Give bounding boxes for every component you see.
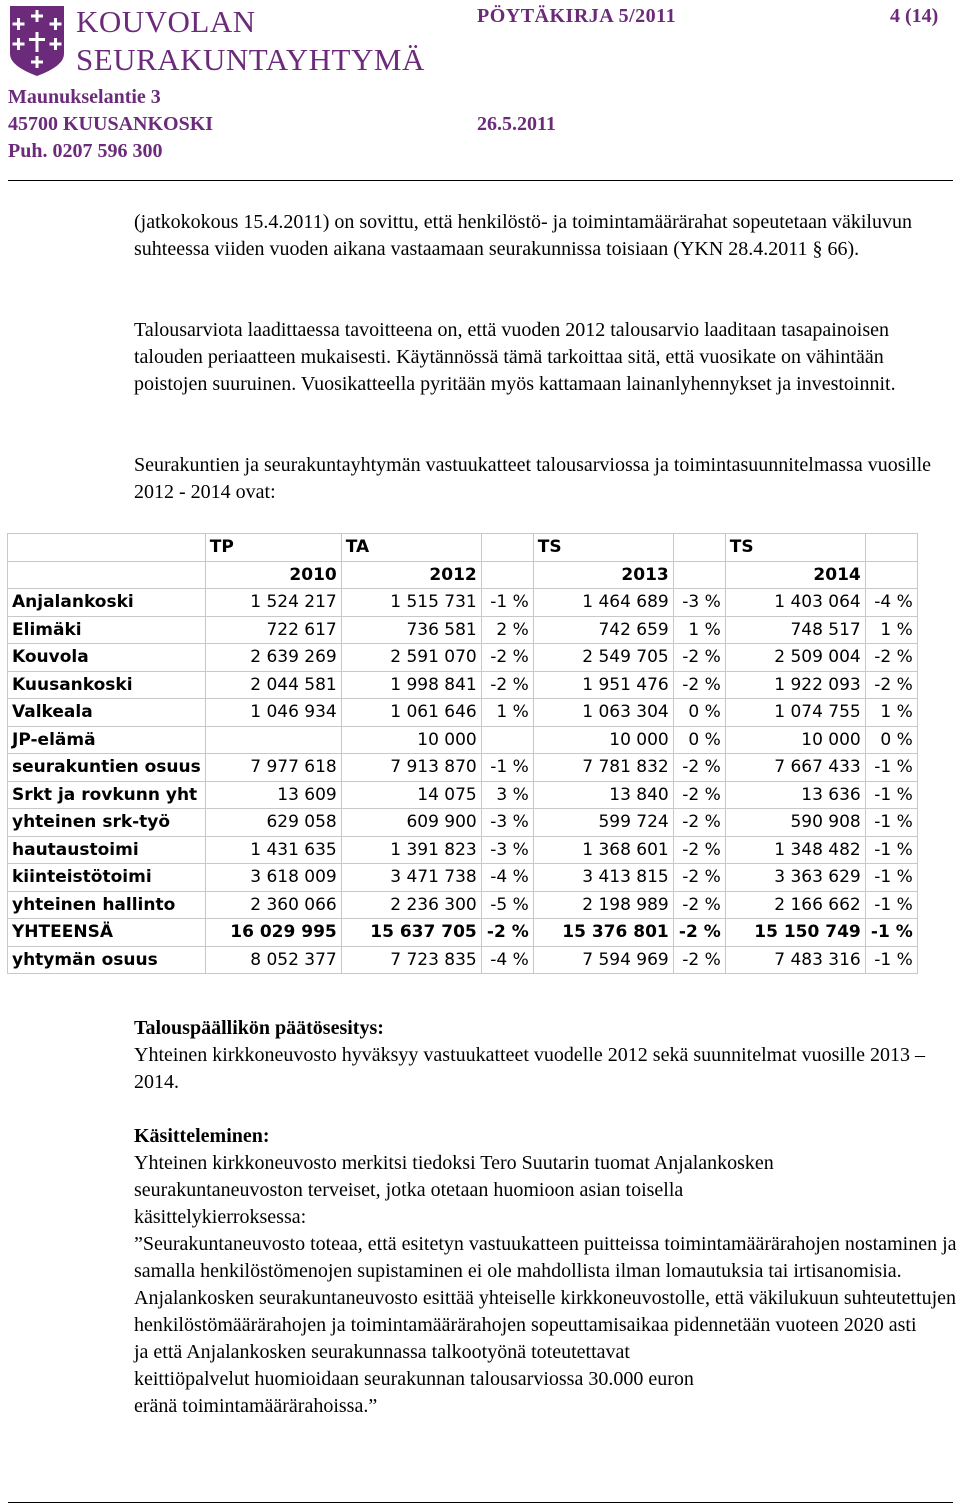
- table-cell: 16 029 995: [205, 919, 341, 947]
- table-cell: 1 431 635: [205, 836, 341, 864]
- table-cell: 1 368 601: [533, 836, 673, 864]
- table-header-cell: 2010: [205, 561, 341, 589]
- table-cell: -3 %: [673, 589, 725, 617]
- row-label: yhtymän osuus: [8, 946, 206, 974]
- table-header-cell: TS: [725, 534, 865, 562]
- table-cell: 7 667 433: [725, 754, 865, 782]
- table-cell: -2 %: [673, 754, 725, 782]
- table-cell: -2 %: [673, 946, 725, 974]
- table-header-cell: 2014: [725, 561, 865, 589]
- header-divider: [8, 180, 953, 181]
- table-cell: 7 913 870: [341, 754, 481, 782]
- table-cell: 2 198 989: [533, 891, 673, 919]
- row-label: Anjalankoski: [8, 589, 206, 617]
- table-cell: 1 922 093: [725, 671, 865, 699]
- table-cell: 1 061 646: [341, 699, 481, 727]
- table-cell: 0 %: [865, 726, 917, 754]
- table-cell: [205, 726, 341, 754]
- table-cell: 1 524 217: [205, 589, 341, 617]
- table-cell: 629 058: [205, 809, 341, 837]
- table-row: [8, 726, 918, 754]
- table-cell: 13 636: [725, 781, 865, 809]
- address-city: 45700 KUUSANKOSKI: [8, 113, 214, 135]
- table-cell: 2 044 581: [205, 671, 341, 699]
- table-cell: -1 %: [865, 836, 917, 864]
- table-cell: 3 %: [481, 781, 533, 809]
- row-label: kiinteistötoimi: [8, 864, 206, 892]
- table-cell: -1 %: [865, 891, 917, 919]
- table-header-cell: [481, 534, 533, 562]
- table-cell: -4 %: [481, 946, 533, 974]
- table-cell: -1 %: [865, 864, 917, 892]
- table-cell: 7 977 618: [205, 754, 341, 782]
- table-row: [8, 644, 918, 672]
- row-label: Kuusankoski: [8, 671, 206, 699]
- table-cell: 3 618 009: [205, 864, 341, 892]
- table-header-row: [8, 534, 918, 562]
- table-cell: 2 166 662: [725, 891, 865, 919]
- table-cell: -2 %: [481, 671, 533, 699]
- table-cell: -1 %: [865, 809, 917, 837]
- table-cell: 748 517: [725, 616, 865, 644]
- table-cell: 2 549 705: [533, 644, 673, 672]
- table-cell: 0 %: [673, 699, 725, 727]
- table-cell: 7 594 969: [533, 946, 673, 974]
- table-header-cell: [8, 534, 206, 562]
- table-header-cell: [865, 534, 917, 562]
- table-cell: 1 515 731: [341, 589, 481, 617]
- table-cell: 2 %: [481, 616, 533, 644]
- table-cell: 10 000: [725, 726, 865, 754]
- table-header-cell: 2013: [533, 561, 673, 589]
- table-cell: 15 637 705: [341, 919, 481, 947]
- table-cell: -2 %: [673, 781, 725, 809]
- row-label: YHTEENSÄ: [8, 919, 206, 947]
- table-cell: 3 363 629: [725, 864, 865, 892]
- handling-heading: Käsitteleminen:: [134, 1125, 270, 1147]
- handling-section: [134, 1123, 960, 1420]
- table-cell: -1 %: [481, 754, 533, 782]
- table-header-cell: [865, 561, 917, 589]
- table-cell: 10 000: [341, 726, 481, 754]
- table-cell: 1 046 934: [205, 699, 341, 727]
- table-cell: 10 000: [533, 726, 673, 754]
- row-label: Elimäki: [8, 616, 206, 644]
- document-title: PÖYTÄKIRJA 5/2011: [477, 5, 677, 27]
- table-row: [8, 616, 918, 644]
- table-row: [8, 891, 918, 919]
- table-header-cell: [481, 561, 533, 589]
- proposal-text: Yhteinen kirkkoneuvosto hyväksyy vastuukatteet vuodelle 2012 sekä suunnitelmat vuosille 2013 – 2014.: [134, 1044, 925, 1093]
- row-label: seurakuntien osuus: [8, 754, 206, 782]
- budget-table: [7, 533, 918, 974]
- document-date: 26.5.2011: [477, 113, 556, 135]
- table-header-cell: [673, 534, 725, 562]
- table-cell: -2 %: [865, 671, 917, 699]
- table-cell: -1 %: [865, 754, 917, 782]
- table-row: [8, 671, 918, 699]
- table-row: [8, 864, 918, 892]
- table-cell: 1 391 823: [341, 836, 481, 864]
- cross-logo-icon: [8, 4, 66, 78]
- table-cell: 3 413 815: [533, 864, 673, 892]
- row-label: yhteinen hallinto: [8, 891, 206, 919]
- table-cell: -1 %: [481, 589, 533, 617]
- table-cell: 1 348 482: [725, 836, 865, 864]
- table-cell: -3 %: [481, 809, 533, 837]
- handling-text: Yhteinen kirkkoneuvosto merkitsi tiedoksi Tero Suutarin tuomat Anjalankosken seurakuntaneuvoston terveiset, jotka otetaan huomioon asian toisella käsittelykierroksessa:: [134, 1152, 774, 1228]
- row-label: Valkeala: [8, 699, 206, 727]
- paragraph-2: [134, 317, 934, 398]
- table-cell: 15 376 801: [533, 919, 673, 947]
- table-cell: -2 %: [673, 644, 725, 672]
- table-cell: 1 998 841: [341, 671, 481, 699]
- table-cell: [481, 726, 533, 754]
- table-cell: 609 900: [341, 809, 481, 837]
- org-name-line2: SEURAKUNTAYHTYMÄ: [76, 42, 425, 77]
- paragraph-1: [134, 209, 934, 263]
- table-cell: -1 %: [865, 781, 917, 809]
- table-header-cell: [8, 561, 206, 589]
- table-header-cell: [673, 561, 725, 589]
- table-cell: 7 483 316: [725, 946, 865, 974]
- table-cell: -4 %: [865, 589, 917, 617]
- org-name-line1: KOUVOLAN: [76, 4, 256, 39]
- table-cell: -2 %: [481, 644, 533, 672]
- table-cell: -1 %: [865, 919, 917, 947]
- table-row: [8, 754, 918, 782]
- handling-quote: ”Seurakuntaneuvosto toteaa, että esitetyn vastuukatteen puitteissa toimintamäärärahojen nostaminen ja samalla henkilöstömenojen supistaminen ei ole mahdollista ilman lomautuksia tai irtisanomisia. Anjalankosken seurakuntaneuvosto esittää yhteiselle kirkkoneuvostolle, että väkilukuun suhteutettujen henkilöstömäärärahojen ja toimintamäärärahojen sopeuttamisaikaa pidennetään vuoteen 2020 asti: [134, 1233, 957, 1336]
- handling-quote-line2: ja että Anjalankosken seurakunnassa talkootyönä toteutettavat: [134, 1341, 630, 1363]
- table-cell: -2 %: [481, 919, 533, 947]
- table-cell: 14 075: [341, 781, 481, 809]
- table-cell: 13 609: [205, 781, 341, 809]
- page-number: 4 (14): [890, 5, 939, 27]
- proposal-section: [134, 1015, 934, 1096]
- table-cell: -2 %: [673, 919, 725, 947]
- table-header-cell: TA: [341, 534, 481, 562]
- table-cell: 1 %: [673, 616, 725, 644]
- table-header-cell: TP: [205, 534, 341, 562]
- table-cell: 1 074 755: [725, 699, 865, 727]
- table-cell: 0 %: [673, 726, 725, 754]
- paragraph-3-text: Seurakuntien ja seurakuntayhtymän vastuukatteet talousarviossa ja toimintasuunnitelmassa vuosille 2012 - 2014 ovat:: [134, 454, 932, 503]
- table-cell: 1 %: [865, 616, 917, 644]
- table-cell: 2 509 004: [725, 644, 865, 672]
- table-row: [8, 919, 918, 947]
- phone-number: Puh. 0207 596 300: [8, 140, 163, 162]
- table-cell: 3 471 738: [341, 864, 481, 892]
- table-cell: 1 %: [865, 699, 917, 727]
- row-label: yhteinen srk-työ: [8, 809, 206, 837]
- table-cell: -4 %: [481, 864, 533, 892]
- table-cell: 2 591 070: [341, 644, 481, 672]
- table-cell: 599 724: [533, 809, 673, 837]
- table-cell: 1 464 689: [533, 589, 673, 617]
- table-row: [8, 809, 918, 837]
- table-cell: 742 659: [533, 616, 673, 644]
- table-cell: -5 %: [481, 891, 533, 919]
- table-cell: -2 %: [673, 809, 725, 837]
- table-cell: 590 908: [725, 809, 865, 837]
- table-cell: 722 617: [205, 616, 341, 644]
- table-cell: -2 %: [865, 644, 917, 672]
- table-cell: 1 %: [481, 699, 533, 727]
- table-cell: 2 236 300: [341, 891, 481, 919]
- table-cell: 736 581: [341, 616, 481, 644]
- table-row: [8, 836, 918, 864]
- table-cell: -3 %: [481, 836, 533, 864]
- handling-quote-line4: eränä toimintamäärärahoissa.”: [134, 1395, 378, 1417]
- table-cell: -1 %: [865, 946, 917, 974]
- proposal-heading: Talouspäällikön päätösesitys:: [134, 1017, 384, 1039]
- paragraph-1-text: (jatkokokous 15.4.2011) on sovittu, että henkilöstö- ja toimintamäärärahat sopeutetaan väkiluvun suhteessa viiden vuoden aikana vastaamaan seurakunnissa toisiaan (YKN 28.4.2011 § 66).: [134, 211, 912, 260]
- table-cell: -2 %: [673, 891, 725, 919]
- table-cell: -2 %: [673, 671, 725, 699]
- table-cell: 2 639 269: [205, 644, 341, 672]
- table-row: [8, 946, 918, 974]
- row-label: hautaustoimi: [8, 836, 206, 864]
- table-row: [8, 699, 918, 727]
- handling-quote-line3: keittiöpalvelut huomioidaan seurakunnan talousarviossa 30.000 euron: [134, 1368, 694, 1390]
- table-cell: 1 063 304: [533, 699, 673, 727]
- table-cell: -2 %: [673, 864, 725, 892]
- paragraph-3: [134, 452, 934, 506]
- table-cell: 2 360 066: [205, 891, 341, 919]
- row-label: JP-elämä: [8, 726, 206, 754]
- row-label: Srkt ja rovkunn yht: [8, 781, 206, 809]
- table-cell: 7 723 835: [341, 946, 481, 974]
- table-header-cell: TS: [533, 534, 673, 562]
- table-cell: 1 403 064: [725, 589, 865, 617]
- table-cell: 8 052 377: [205, 946, 341, 974]
- table-cell: 13 840: [533, 781, 673, 809]
- table-cell: -2 %: [673, 836, 725, 864]
- row-label: Kouvola: [8, 644, 206, 672]
- table-row: [8, 589, 918, 617]
- table-cell: 7 781 832: [533, 754, 673, 782]
- table-header-cell: 2012: [341, 561, 481, 589]
- table-header-row: [8, 561, 918, 589]
- table-cell: 15 150 749: [725, 919, 865, 947]
- table-row: [8, 781, 918, 809]
- footer-divider: [8, 1502, 953, 1503]
- address-street: Maunukselantie 3: [8, 86, 161, 108]
- paragraph-2-text: Talousarviota laadittaessa tavoitteena on, että vuoden 2012 talousarvio laaditaan tasapainoisen talouden periaatteen mukaisesti. Käytännössä tämä tarkoittaa sitä, että vuosikate on vähintään poistojen suuruinen. Vuosikatteella pyritään myös kattamaan lainanlyhennykset ja investoinnit.: [134, 319, 896, 395]
- table-cell: 1 951 476: [533, 671, 673, 699]
